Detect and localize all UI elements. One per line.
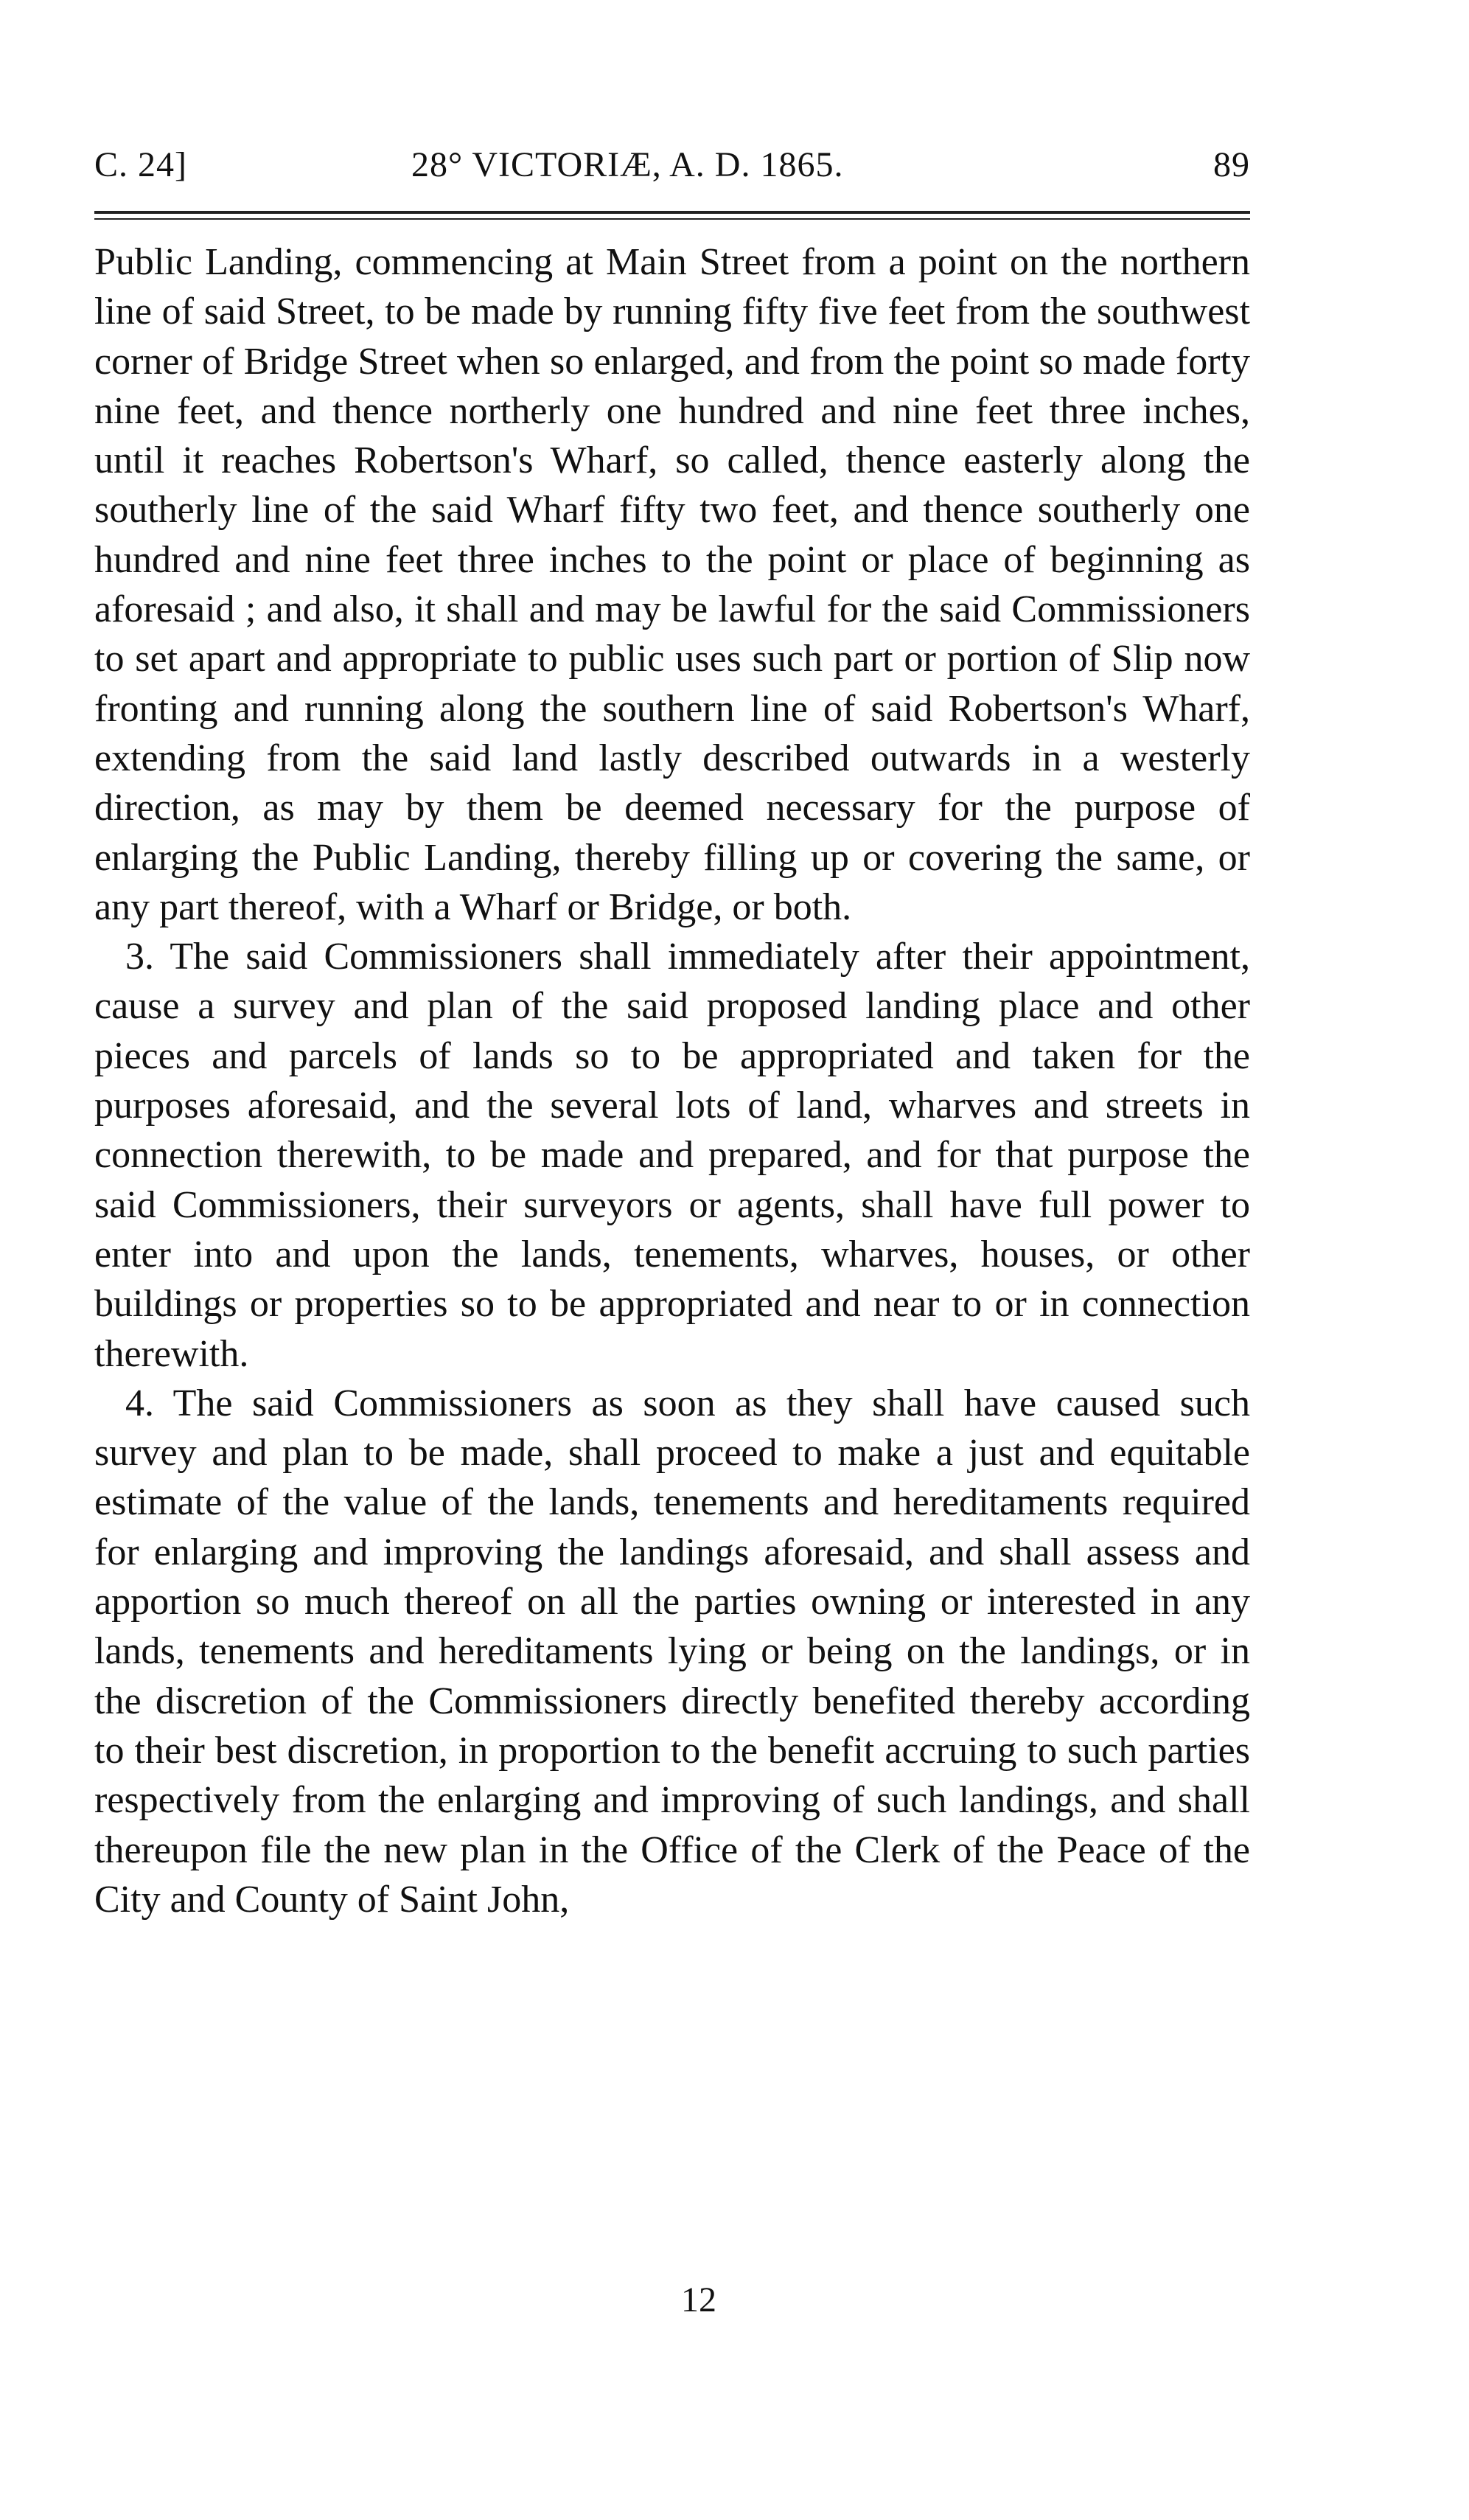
page-number: 89 bbox=[1213, 145, 1250, 184]
act-title: 28° VICTORIÆ, A. D. 1865. bbox=[411, 145, 844, 184]
section-4-paragraph: 4. The said Commissioners as soon as they shall have caused such survey and plan to be made, shall proceed to make a just and equitable estimate of the value of the lands, tenements and hereditaments required for enlarging and improving the landings aforesaid, and shall assess and apportion so much thereof on all the parties owning or interested in any lands, tenements and hereditaments lying or being on the landings, or in the discretion of the Commissioners directly benefited thereby according to their best discretion, in proportion to the benefit accruing to such parties respectively from the enlarging and improving of such landings, and shall thereupon file the new plan in the Office of the Clerk of the Peace of the City and County of Saint John, bbox=[94, 1382, 1250, 1921]
header-rule-thick bbox=[94, 211, 1250, 214]
section-3-paragraph: 3. The said Commissioners shall immediately after their appointment, cause a survey and plan of the said proposed landing place and other pieces and parcels of lands so to be appropriated and taken for the purposes aforesaid, and the several lots of land, wharves and streets in connection therewith, to be made and prepared, and for that purpose the said Commissioners, their surveyors or agents, shall have full power to enter into and upon the lands, tenements, wharves, houses, or other buildings or properties so to be appropriated and near to or in connection therewith. bbox=[94, 936, 1250, 1375]
chapter-reference: C. 24] bbox=[94, 145, 187, 184]
paragraph-continued: Public Landing, commencing at Main Street from a point on the northern line of said Street, to be made by running fifty five feet from the southwest corner of Bridge Street when so enlarged, and from the point so made forty nine feet, and thence northerly one hundred and nine feet three inches, until it reaches Robertson's Wharf, so called, thence easterly along the southerly line of the said Wharf fifty two feet, and thence southerly one hundred and nine feet three inches to the point or place of beginning as aforesaid ; and also, it shall and may be lawful for the said Commissioners to set apart and appropriate to public uses such part or portion of Slip now fronting and running along the southern line of said Robertson's Wharf, extending from the said land lastly described outwards in a westerly direction, as may by them be deemed necessary for the purpose of enlarging the Public Landing, thereby filling up or covering the same, or any part thereof, with a Wharf or Bridge, or both. bbox=[94, 241, 1250, 928]
running-head bbox=[94, 145, 1250, 196]
header-rule-thin bbox=[94, 218, 1250, 220]
signature-mark: 12 bbox=[681, 2280, 716, 2319]
body-text bbox=[94, 237, 1250, 1924]
